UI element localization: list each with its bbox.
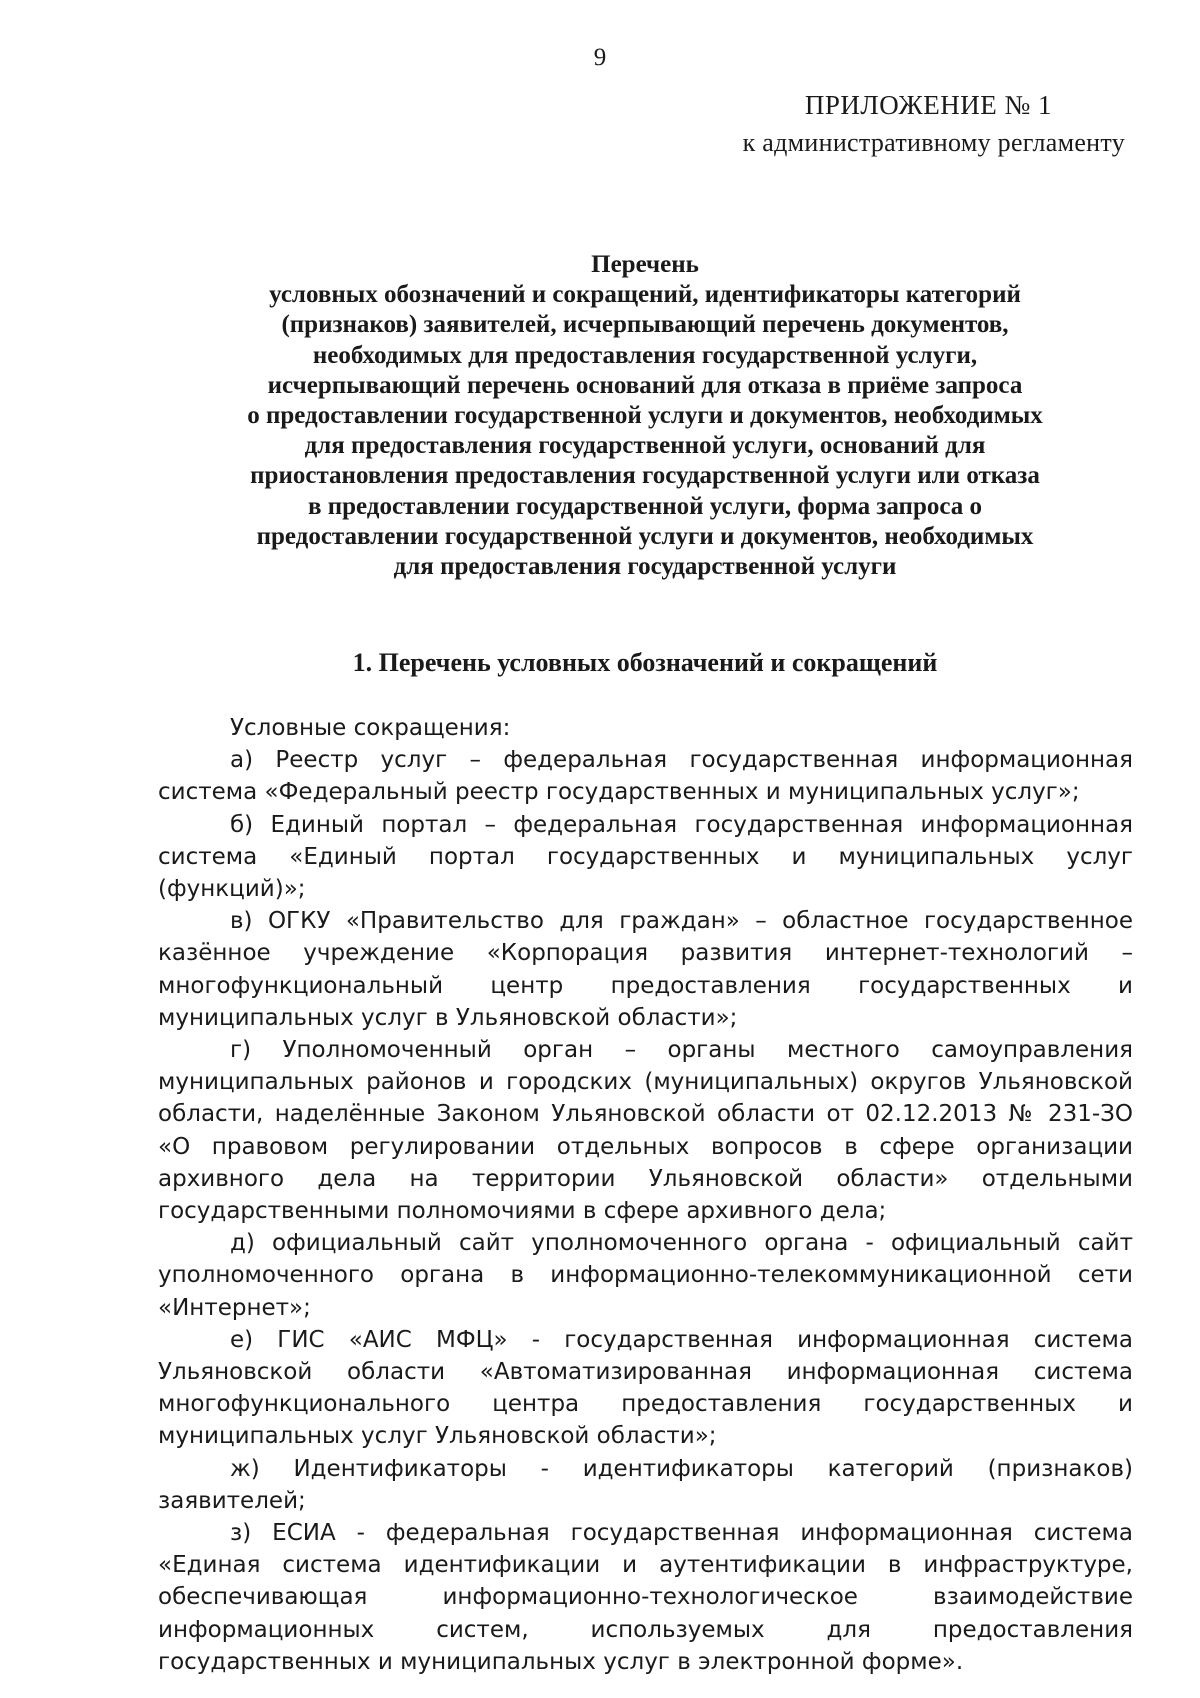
- section-body: [158, 712, 1133, 1678]
- title-line: в предоставлении государственной услуги, форма запроса о: [307, 492, 983, 520]
- title-line: условных обозначений и сокращений, идентификаторы категорий: [269, 281, 1021, 309]
- document-title: [150, 250, 1140, 582]
- definition-item: е) ГИС «АИС МФЦ» - государственная информационная система Ульяновской области «Автоматизированная информационная система многофункционального центра предоставления государственных и муниципальных услуг Ульяновской области»;: [158, 1326, 1133, 1450]
- appendix-title: ПРИЛОЖЕНИЕ № 1: [804, 90, 1052, 120]
- title-line: о предоставлении государственной услуги и документов, необходимых: [247, 402, 1043, 430]
- title-line: для предоставления государственной услуги: [393, 553, 897, 581]
- definition-item: ж) Идентификаторы - идентификаторы категорий (признаков) заявителей;: [158, 1455, 1133, 1514]
- title-line: Перечень: [591, 251, 699, 278]
- title-line: исчерпывающий перечень оснований для отказа в приёме запроса: [267, 371, 1023, 399]
- title-line: необходимых для предоставления государственной услуги,: [312, 341, 978, 369]
- page-number: 9: [593, 44, 607, 71]
- definition-item: в) ОГКУ «Правительство для граждан» – областное государственное казённое учреждение «Корпорация развития интернет-технологий – многофункциональный центр предоставления государственных и муниципальных услуг в Ульяновской области»;: [158, 908, 1133, 1031]
- definition-item: б) Единый портал – федеральная государственная информационная система «Единый портал государственных и муниципальных услуг (функций)»;: [158, 811, 1133, 903]
- title-line: для предоставления государственной услуги, оснований для: [304, 432, 986, 460]
- definition-item: г) Уполномоченный орган – органы местного самоуправления муниципальных районов и городских (муниципальных) округов Ульяновской области, наделённые Законом Ульяновской области от 02.12.2013 № 231-ЗО «О правовом регулировании отдельных вопросов в сфере организации архивного дела на территории Ульяновской области» отдельными государственными полномочиями в сфере архивного дела;: [158, 1037, 1133, 1225]
- definition-item: а) Реестр услуг – федеральная государственная информационная система «Федеральный реестр государственных и муниципальных услуг»;: [158, 747, 1133, 806]
- definition-item: д) официальный сайт уполномоченного органа - официальный сайт уполномоченного органа в информационно-телекоммуникационной сети «Интернет»;: [158, 1230, 1133, 1321]
- title-line: предоставлении государственной услуги и документов, необходимых: [256, 522, 1034, 550]
- lead-text: Условные сокращения:: [230, 715, 511, 741]
- title-line: (признаков) заявителей, исчерпывающий перечень документов,: [281, 311, 1009, 339]
- section-heading: 1. Перечень условных обозначений и сокращений: [352, 648, 938, 677]
- appendix-subtitle: к административному регламенту: [742, 128, 1125, 157]
- title-line: приостановления предоставления государственной услуги или отказа: [250, 462, 1040, 490]
- definition-item: з) ЕСИА - федеральная государственная информационная система «Единая система идентификации и аутентификации в инфраструктуре, обеспечивающая информационно-технологическое взаимодействие информационных систем, используемых для предоставления государственных и муниципальных услуг в электронной форме».: [158, 1520, 1133, 1675]
